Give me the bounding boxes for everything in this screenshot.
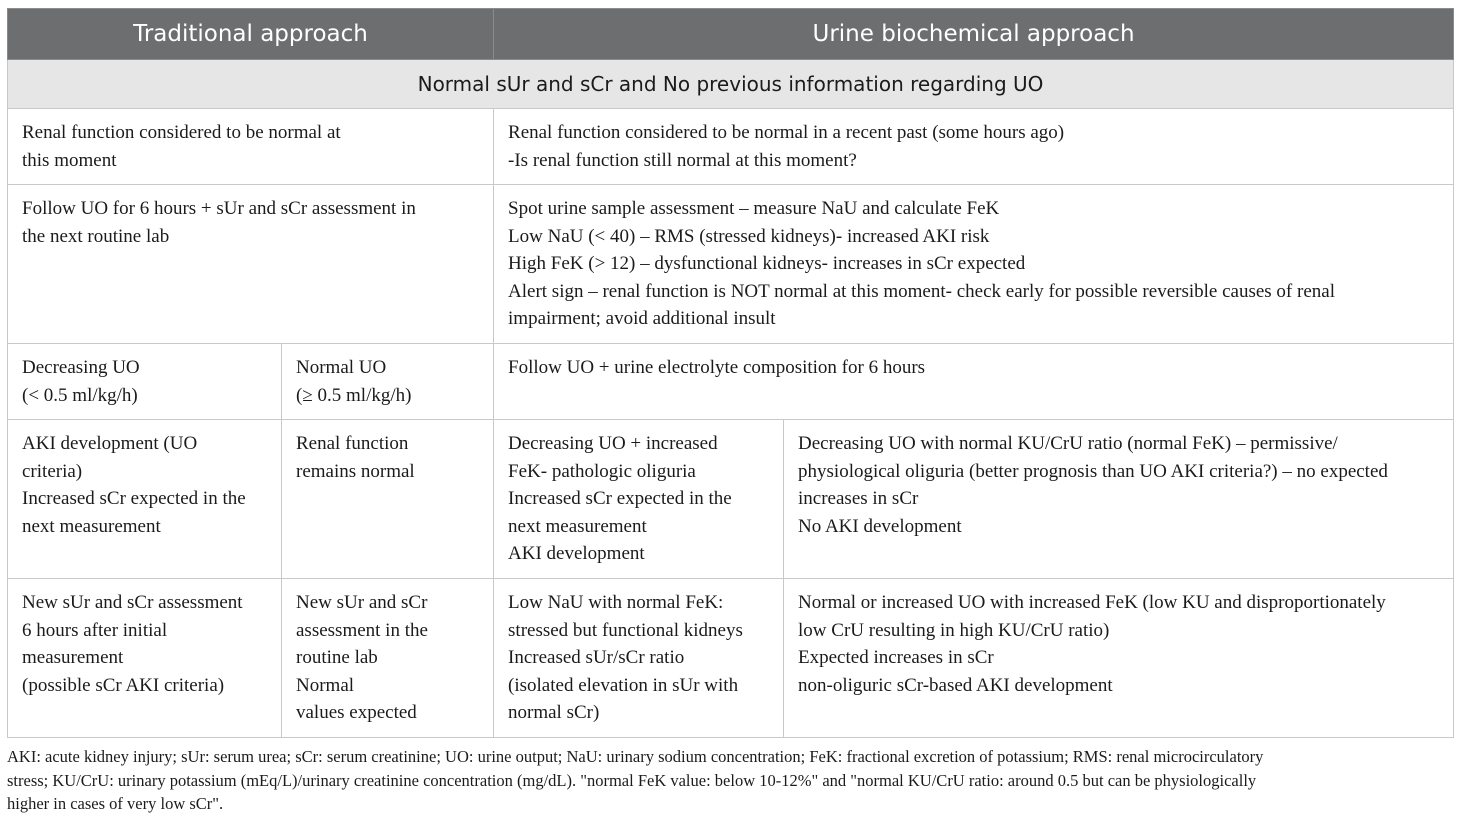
table-row <box>8 185 1454 344</box>
cell-r4-trad-a <box>8 420 282 579</box>
cell-line: Decreasing UO with normal KU/CrU ratio (normal FeK) – permissive/ <box>798 433 1338 454</box>
cell-line: Increased sCr expected in the <box>22 488 246 510</box>
cell-line: impairment; avoid additional insult <box>508 308 776 330</box>
cell-r5-bio-b <box>784 579 1454 738</box>
subheader-cell: Normal sUr and sCr and No previous information regarding UO <box>8 60 1454 109</box>
cell-r3-biochemical <box>494 344 1454 420</box>
cell-line: values expected <box>296 702 417 724</box>
cell-line: New sUr and sCr <box>296 592 428 613</box>
footnote-line: higher in cases of very low sCr". <box>7 794 224 813</box>
cell-line: Decreasing UO + increased <box>508 433 718 454</box>
subheader-row <box>8 60 1454 109</box>
cell-line: Increased sCr expected in the <box>508 488 732 510</box>
cell-line: remains normal <box>296 460 415 482</box>
cell-line: Follow UO for 6 hours + sUr and sCr assessment in <box>22 198 416 219</box>
cell-line: Normal UO <box>296 357 387 378</box>
cell-line: Renal function considered to be normal in a recent past (some hours ago) <box>508 122 1065 143</box>
cell-r5-bio-a <box>494 579 784 738</box>
cell-line: Low NaU with normal FeK: <box>508 592 724 613</box>
comparison-table <box>7 8 1454 738</box>
cell-line: AKI development <box>508 543 645 565</box>
cell-line: Follow UO + urine electrolyte composition for 6 hours <box>508 357 926 378</box>
cell-line: Low NaU (< 40) – RMS (stressed kidneys)- increased AKI risk <box>508 225 990 247</box>
cell-line: stressed but functional kidneys <box>508 619 743 641</box>
footnote-line: AKI: acute kidney injury; sUr: serum urea; sCr: serum creatinine; UO: urine output; NaU: urinary sodium concentration; FeK: fractional excretion of potassium; RMS: renal microcirculatory <box>7 747 1264 766</box>
cell-line: low CrU resulting in high KU/CrU ratio) <box>798 619 1110 641</box>
cell-line: Expected increases in sCr <box>798 647 994 669</box>
cell-r1-traditional <box>8 109 494 185</box>
cell-line: (< 0.5 ml/kg/h) <box>22 384 138 406</box>
cell-line: (possible sCr AKI criteria) <box>22 674 225 696</box>
cell-line: next measurement <box>508 515 647 537</box>
cell-line: next measurement <box>22 515 161 537</box>
cell-line: Alert sign – renal function is NOT normal at this moment- check early for possible reversible causes of renal <box>508 280 1335 302</box>
cell-line: non-oliguric sCr-based AKI development <box>798 674 1113 696</box>
cell-line: Spot urine sample assessment – measure NaU and calculate FeK <box>508 198 1000 219</box>
footnote-line: stress; KU/CrU: urinary potassium (mEq/L)/urinary creatinine concentration (mg/dL). "normal FeK value: below 10-12%" and "normal KU/CrU ratio: around 0.5 but can be physiologically <box>7 770 1257 790</box>
table-row <box>8 344 1454 420</box>
cell-line: AKI development (UO <box>22 433 198 454</box>
cell-line: FeK- pathologic oliguria <box>508 460 696 482</box>
cell-line: (≥ 0.5 ml/kg/h) <box>296 384 412 406</box>
cell-r5-trad-a <box>8 579 282 738</box>
cell-line: measurement <box>22 647 124 669</box>
cell-line: Decreasing UO <box>22 357 140 378</box>
cell-r4-bio-a <box>494 420 784 579</box>
cell-line: -Is renal function still normal at this moment? <box>508 149 857 171</box>
cell-r2-biochemical <box>494 185 1454 344</box>
cell-line: the next routine lab <box>22 225 170 247</box>
cell-line: normal sCr) <box>508 702 600 724</box>
table-footnote <box>7 745 1453 816</box>
cell-line: No AKI development <box>798 515 962 537</box>
cell-r4-bio-b <box>784 420 1454 579</box>
cell-r5-trad-b <box>282 579 494 738</box>
cell-line: New sUr and sCr assessment <box>22 592 243 613</box>
cell-line: High FeK (> 12) – dysfunctional kidneys- increases in sCr expected <box>508 253 1026 275</box>
cell-line: increases in sCr <box>798 488 919 510</box>
cell-line: physiological oliguria (better prognosis than UO AKI criteria?) – no expected <box>798 460 1388 482</box>
cell-r4-trad-b <box>282 420 494 579</box>
cell-r2-traditional <box>8 185 494 344</box>
cell-line: routine lab <box>296 647 378 669</box>
table-row <box>8 109 1454 185</box>
cell-line: assessment in the <box>296 619 428 641</box>
cell-line: Renal function considered to be normal at <box>22 122 341 143</box>
cell-r1-biochemical <box>494 109 1454 185</box>
cell-r3-trad-a <box>8 344 282 420</box>
cell-line: Increased sUr/sCr ratio <box>508 647 685 669</box>
cell-line: Normal <box>296 674 355 696</box>
cell-line: criteria) <box>22 460 83 482</box>
cell-line: 6 hours after initial <box>22 619 168 641</box>
cell-line: (isolated elevation in sUr with <box>508 674 739 696</box>
comparison-table-wrapper <box>7 8 1453 738</box>
table-row <box>8 420 1454 579</box>
cell-r3-trad-b <box>282 344 494 420</box>
cell-line: Normal or increased UO with increased FeK (low KU and disproportionately <box>798 592 1386 613</box>
cell-line: Renal function <box>296 433 409 454</box>
header-row <box>8 9 1454 60</box>
table-row <box>8 579 1454 738</box>
cell-line: this moment <box>22 149 117 171</box>
header-traditional: Traditional approach <box>8 9 494 60</box>
header-biochemical: Urine biochemical approach <box>494 9 1454 60</box>
